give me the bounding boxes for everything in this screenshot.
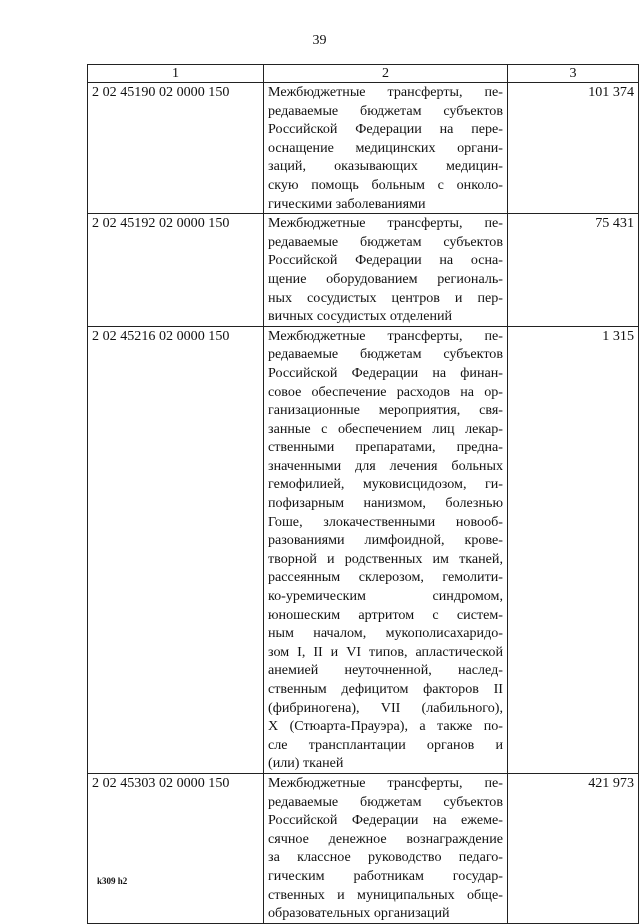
description-line: образовательных организаций (268, 905, 450, 922)
description-line: разованиями лимфоидной, крове- (268, 532, 503, 549)
description-line: совое обеспечение расходов на ор- (268, 383, 503, 400)
description-line: ко-уремическим синдромом, (268, 588, 503, 605)
column-header-code: 1 (88, 65, 264, 83)
description-line: щение оборудованием региональ- (268, 270, 503, 287)
description-cell (264, 83, 508, 214)
table-row (88, 83, 639, 214)
description-line: занные с обеспечением лиц лекар- (268, 420, 503, 437)
description-line: гемофилией, муковисцидозом, ги- (268, 476, 503, 493)
table-header-row (88, 65, 639, 83)
description-line: X (Стюарта-Прауэра), а также по- (268, 718, 503, 735)
description-line: Межбюджетные трансферты, пе- (268, 327, 503, 344)
description-line: ственным дефицитом факторов II (268, 681, 503, 697)
budget-code-cell: 2 02 45303 02 0000 150 (88, 773, 264, 923)
description-line: Гоше, злокачественными новооб- (268, 513, 503, 530)
description-cell (264, 773, 508, 923)
description-line: за классное руководство педаго- (268, 849, 503, 866)
description-line: пофизарным нанизмом, болезнью (268, 495, 503, 512)
description-line: ственных и муниципальных обще- (268, 886, 503, 903)
description-line: редаваемые бюджетам субъектов (268, 233, 503, 250)
footer-code: k309 h2 (97, 876, 128, 886)
description-line: Российской Федерации на пере- (268, 121, 503, 138)
description-line: гическим работникам государ- (268, 867, 503, 884)
description-line: редаваемые бюджетам субъектов (268, 793, 503, 810)
description-line: Межбюджетные трансферты, пе- (268, 84, 503, 100)
budget-code-cell: 2 02 45192 02 0000 150 (88, 214, 264, 327)
column-header-description: 2 (264, 65, 508, 83)
description-line: редаваемые бюджетам субъектов (268, 102, 503, 119)
description-line: сле трансплантации органов и (268, 736, 503, 753)
budget-code-cell: 2 02 45216 02 0000 150 (88, 326, 264, 773)
description-line: Межбюджетные трансферты, пе- (268, 215, 503, 232)
description-line: Российской Федерации на осна- (268, 252, 503, 269)
description-line: юношеским артритом с систем- (268, 606, 503, 623)
amount-cell: 1 315 (508, 326, 639, 773)
description-line: ганизационные мероприятия, свя- (268, 402, 503, 419)
amount-cell: 75 431 (508, 214, 639, 327)
description-line: творной и родственных им тканей, (268, 550, 503, 567)
budget-code-cell: 2 02 45190 02 0000 150 (88, 83, 264, 214)
column-header-amount: 3 (508, 65, 639, 83)
description-line: ным началом, мукополисахаридо- (268, 625, 503, 642)
table-row (88, 773, 639, 923)
description-line: (или) тканей (268, 755, 344, 772)
budget-table (87, 64, 639, 924)
description-line: скую помощь больным с онколо- (268, 176, 503, 193)
description-line: сячное денежное вознаграждение (268, 830, 503, 847)
amount-cell: 421 973 (508, 773, 639, 923)
description-line: значенными для лечения больных (268, 457, 503, 474)
description-line: ственными препаратами, предна- (268, 439, 503, 456)
description-line: заций, оказывающих медицин- (268, 158, 503, 175)
description-line: Российской Федерации на ежеме- (268, 812, 503, 829)
table-row (88, 326, 639, 773)
description-line: ных сосудистых центров и пер- (268, 289, 503, 306)
description-line: анемией неуточненной, наслед- (268, 662, 503, 679)
table-row (88, 214, 639, 327)
description-line: оснащение медицинских органи- (268, 139, 503, 156)
description-line: Российской Федерации на финан- (268, 364, 503, 381)
description-line: рассеянным склерозом, гемолити- (268, 569, 503, 586)
description-line: редаваемые бюджетам субъектов (268, 346, 503, 363)
description-line: гическими заболеваниями (268, 195, 426, 212)
amount-cell: 101 374 (508, 83, 639, 214)
description-line: Межбюджетные трансферты, пе- (268, 774, 503, 791)
description-cell (264, 214, 508, 327)
description-line: зом I, II и VI типов, апластической (268, 643, 503, 660)
page-number: 39 (312, 33, 327, 48)
description-line: вичных сосудистых отделений (268, 308, 453, 325)
description-line: (фибриногена), VII (лабильного), (268, 699, 503, 716)
description-cell (264, 326, 508, 773)
